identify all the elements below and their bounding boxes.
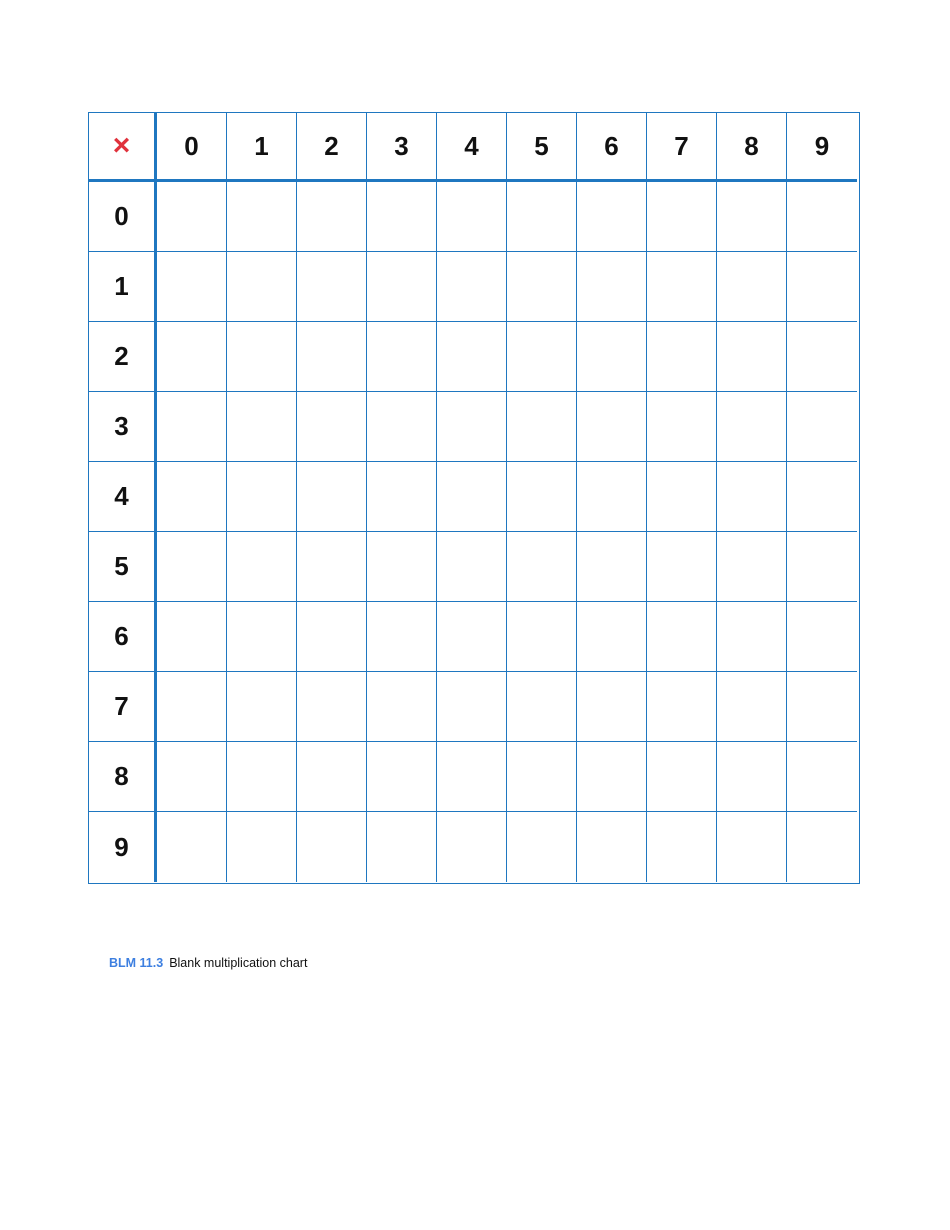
answer-cell[interactable]: [507, 462, 577, 532]
row-header: 1: [89, 252, 157, 322]
answer-cell[interactable]: [367, 602, 437, 672]
answer-cell[interactable]: [717, 322, 787, 392]
answer-cell[interactable]: [577, 462, 647, 532]
answer-cell[interactable]: [787, 392, 857, 462]
answer-cell[interactable]: [647, 252, 717, 322]
answer-cell[interactable]: [227, 672, 297, 742]
answer-cell[interactable]: [577, 322, 647, 392]
answer-cell[interactable]: [367, 532, 437, 602]
answer-cell[interactable]: [437, 602, 507, 672]
row-header: 4: [89, 462, 157, 532]
answer-cell[interactable]: [647, 532, 717, 602]
answer-cell[interactable]: [157, 252, 227, 322]
caption-text: Blank multiplication chart: [169, 956, 308, 970]
row-header: 6: [89, 602, 157, 672]
figure-caption: [109, 956, 307, 970]
answer-cell[interactable]: [577, 182, 647, 252]
answer-cell[interactable]: [157, 392, 227, 462]
answer-cell[interactable]: [157, 602, 227, 672]
answer-cell[interactable]: [367, 742, 437, 812]
answer-cell[interactable]: [297, 252, 367, 322]
answer-cell[interactable]: [507, 742, 577, 812]
answer-cell[interactable]: [367, 812, 437, 882]
column-header: 5: [507, 113, 577, 182]
answer-cell[interactable]: [507, 322, 577, 392]
answer-cell[interactable]: [647, 392, 717, 462]
answer-cell[interactable]: [507, 252, 577, 322]
answer-cell[interactable]: [647, 812, 717, 882]
answer-cell[interactable]: [507, 392, 577, 462]
answer-cell[interactable]: [297, 602, 367, 672]
answer-cell[interactable]: [577, 602, 647, 672]
answer-cell[interactable]: [157, 532, 227, 602]
answer-cell[interactable]: [787, 602, 857, 672]
answer-cell[interactable]: [367, 392, 437, 462]
answer-cell[interactable]: [227, 602, 297, 672]
answer-cell[interactable]: [717, 672, 787, 742]
answer-cell[interactable]: [227, 462, 297, 532]
answer-cell[interactable]: [437, 322, 507, 392]
answer-cell[interactable]: [297, 182, 367, 252]
answer-cell[interactable]: [437, 742, 507, 812]
answer-cell[interactable]: [437, 812, 507, 882]
answer-cell[interactable]: [227, 742, 297, 812]
row-header: 9: [89, 812, 157, 882]
answer-cell[interactable]: [717, 812, 787, 882]
row-header: 2: [89, 322, 157, 392]
answer-cell[interactable]: [647, 672, 717, 742]
answer-cell[interactable]: [227, 532, 297, 602]
column-header: 0: [157, 113, 227, 182]
column-header: 3: [367, 113, 437, 182]
answer-cell[interactable]: [577, 532, 647, 602]
answer-cell[interactable]: [787, 812, 857, 882]
answer-cell[interactable]: [577, 392, 647, 462]
caption-code: BLM 11.3: [109, 956, 164, 970]
answer-cell[interactable]: [787, 182, 857, 252]
answer-cell[interactable]: [577, 812, 647, 882]
answer-cell[interactable]: [437, 392, 507, 462]
answer-cell[interactable]: [367, 672, 437, 742]
answer-cell[interactable]: [297, 672, 367, 742]
column-header: 6: [577, 113, 647, 182]
answer-cell[interactable]: [787, 322, 857, 392]
row-header: 0: [89, 182, 157, 252]
answer-cell[interactable]: [437, 252, 507, 322]
answer-cell[interactable]: [787, 532, 857, 602]
answer-cell[interactable]: [717, 392, 787, 462]
answer-cell[interactable]: [647, 462, 717, 532]
answer-cell[interactable]: [647, 742, 717, 812]
answer-cell[interactable]: [507, 182, 577, 252]
answer-cell[interactable]: [297, 532, 367, 602]
answer-cell[interactable]: [787, 462, 857, 532]
answer-cell[interactable]: [717, 182, 787, 252]
answer-cell[interactable]: [717, 742, 787, 812]
column-header: 2: [297, 113, 367, 182]
answer-cell[interactable]: [717, 462, 787, 532]
row-header: 7: [89, 672, 157, 742]
answer-cell[interactable]: [297, 742, 367, 812]
answer-cell[interactable]: [227, 392, 297, 462]
column-header: 4: [437, 113, 507, 182]
answer-cell[interactable]: [157, 462, 227, 532]
answer-cell[interactable]: [227, 812, 297, 882]
answer-cell[interactable]: [367, 322, 437, 392]
answer-cell[interactable]: [577, 672, 647, 742]
answer-cell[interactable]: [577, 252, 647, 322]
column-header: 8: [717, 113, 787, 182]
answer-cell[interactable]: [507, 672, 577, 742]
column-header: 7: [647, 113, 717, 182]
row-header: 5: [89, 532, 157, 602]
answer-cell[interactable]: [157, 182, 227, 252]
answer-cell[interactable]: [297, 392, 367, 462]
answer-cell[interactable]: [437, 532, 507, 602]
answer-cell[interactable]: [437, 672, 507, 742]
answer-cell[interactable]: [787, 252, 857, 322]
answer-cell[interactable]: [227, 322, 297, 392]
answer-cell[interactable]: [367, 462, 437, 532]
answer-cell[interactable]: [647, 602, 717, 672]
answer-cell[interactable]: [297, 322, 367, 392]
column-header: 1: [227, 113, 297, 182]
answer-cell[interactable]: [227, 182, 297, 252]
answer-cell[interactable]: [227, 252, 297, 322]
row-header: 8: [89, 742, 157, 812]
answer-cell[interactable]: [507, 602, 577, 672]
answer-cell[interactable]: [157, 812, 227, 882]
answer-cell[interactable]: [717, 532, 787, 602]
answer-cell[interactable]: [507, 812, 577, 882]
column-header: 9: [787, 113, 857, 182]
answer-cell[interactable]: [787, 742, 857, 812]
answer-cell[interactable]: [717, 602, 787, 672]
answer-cell[interactable]: [367, 252, 437, 322]
answer-cell[interactable]: [157, 322, 227, 392]
answer-cell[interactable]: [437, 462, 507, 532]
answer-cell[interactable]: [717, 252, 787, 322]
answer-cell[interactable]: [437, 182, 507, 252]
answer-cell[interactable]: [157, 742, 227, 812]
answer-cell[interactable]: [787, 672, 857, 742]
answer-cell[interactable]: [157, 672, 227, 742]
answer-cell[interactable]: [297, 462, 367, 532]
answer-cell[interactable]: [647, 322, 717, 392]
answer-cell[interactable]: [647, 182, 717, 252]
row-header: 3: [89, 392, 157, 462]
multiply-symbol-corner: ×: [89, 113, 157, 182]
answer-cell[interactable]: [507, 532, 577, 602]
multiplication-chart-grid: [88, 112, 860, 884]
answer-cell[interactable]: [297, 812, 367, 882]
answer-cell[interactable]: [367, 182, 437, 252]
answer-cell[interactable]: [577, 742, 647, 812]
